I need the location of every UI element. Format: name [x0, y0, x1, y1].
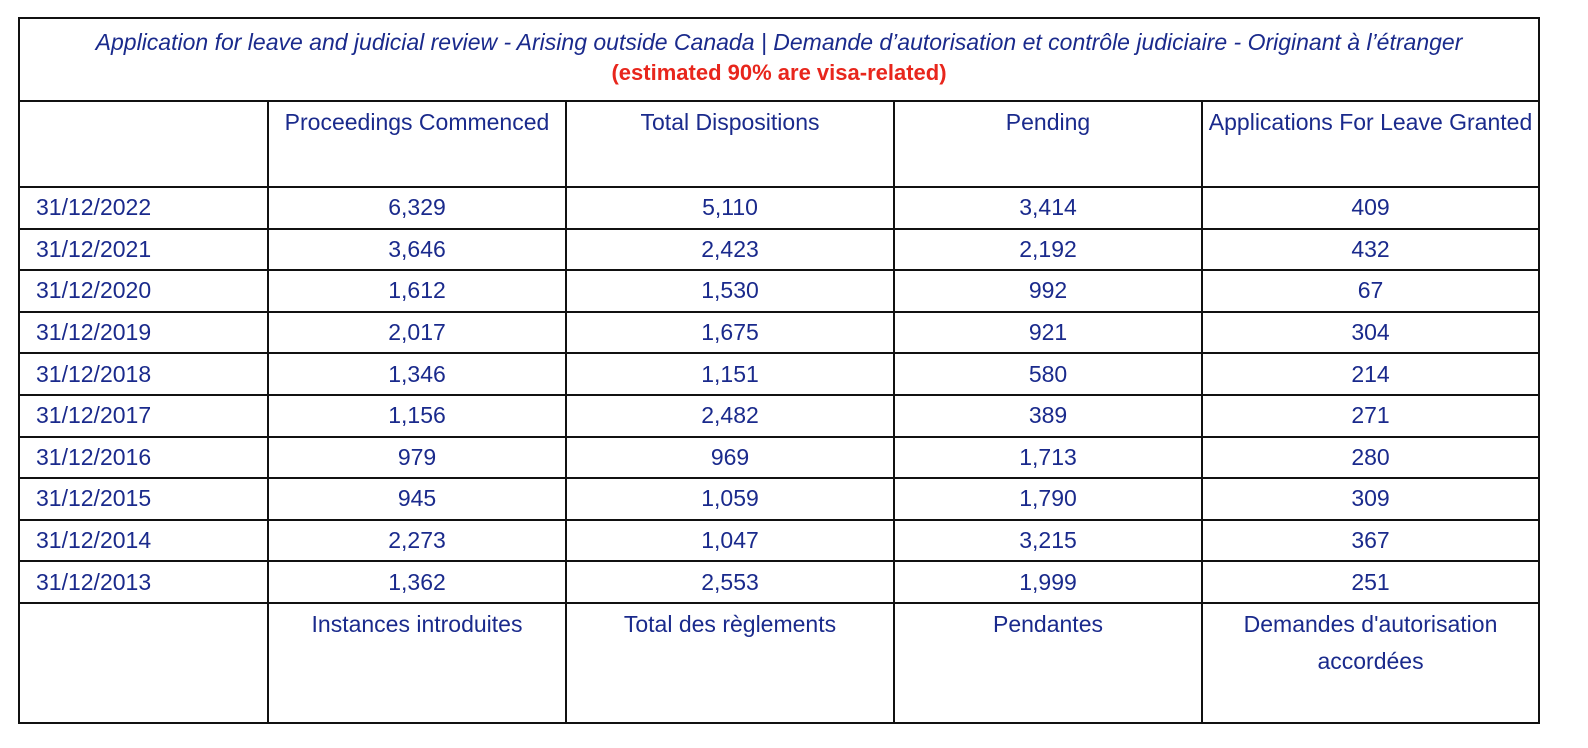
table-row	[19, 561, 1539, 603]
table-row	[19, 478, 1539, 520]
commenced-cell: 1,346	[268, 353, 566, 395]
pending-cell: 3,215	[894, 520, 1202, 562]
header-leave-granted: Applications For Leave Granted	[1202, 101, 1539, 187]
date-cell: 31/12/2013	[19, 561, 268, 603]
date-cell: 31/12/2014	[19, 520, 268, 562]
date-cell: 31/12/2015	[19, 478, 268, 520]
header-fr-pendantes: Pendantes	[894, 603, 1202, 723]
commenced-cell: 3,646	[268, 229, 566, 271]
commenced-cell: 1,156	[268, 395, 566, 437]
header-fr-total-reglements: Total des règlements	[566, 603, 894, 723]
dispositions-cell: 1,059	[566, 478, 894, 520]
dispositions-cell: 1,151	[566, 353, 894, 395]
commenced-cell: 2,017	[268, 312, 566, 354]
dispositions-cell: 2,553	[566, 561, 894, 603]
dispositions-cell: 1,047	[566, 520, 894, 562]
header-fr-empty	[19, 603, 268, 723]
table-row	[19, 312, 1539, 354]
granted-cell: 304	[1202, 312, 1539, 354]
date-cell: 31/12/2017	[19, 395, 268, 437]
granted-cell: 309	[1202, 478, 1539, 520]
pending-cell: 2,192	[894, 229, 1202, 271]
header-fr-instances-introduites: Instances introduites	[268, 603, 566, 723]
dispositions-cell: 1,675	[566, 312, 894, 354]
granted-cell: 409	[1202, 187, 1539, 229]
pending-cell: 3,414	[894, 187, 1202, 229]
date-cell: 31/12/2020	[19, 270, 268, 312]
title-row	[19, 18, 1539, 101]
commenced-cell: 945	[268, 478, 566, 520]
table-row	[19, 270, 1539, 312]
pending-cell: 389	[894, 395, 1202, 437]
table-row	[19, 520, 1539, 562]
table-row	[19, 395, 1539, 437]
commenced-cell: 1,362	[268, 561, 566, 603]
pending-cell: 1,713	[894, 437, 1202, 479]
dispositions-cell: 2,423	[566, 229, 894, 271]
statistics-table	[18, 17, 1540, 724]
header-row-english	[19, 101, 1539, 187]
commenced-cell: 6,329	[268, 187, 566, 229]
table-title: Application for leave and judicial review - Arising outside Canada | Demande d’autorisation et contrôle judiciaire - Originant à l’étranger	[95, 29, 1463, 55]
table-row	[19, 187, 1539, 229]
date-cell: 31/12/2022	[19, 187, 268, 229]
header-total-dispositions: Total Dispositions	[566, 101, 894, 187]
header-fr-demandes-accordees: Demandes d'autorisation accordées	[1202, 603, 1539, 723]
dispositions-cell: 2,482	[566, 395, 894, 437]
date-cell: 31/12/2016	[19, 437, 268, 479]
granted-cell: 280	[1202, 437, 1539, 479]
table-row	[19, 229, 1539, 271]
date-cell: 31/12/2019	[19, 312, 268, 354]
pending-cell: 1,790	[894, 478, 1202, 520]
granted-cell: 67	[1202, 270, 1539, 312]
commenced-cell: 1,612	[268, 270, 566, 312]
data-rows	[19, 187, 1539, 603]
header-pending: Pending	[894, 101, 1202, 187]
pending-cell: 992	[894, 270, 1202, 312]
header-row-french	[19, 603, 1539, 723]
granted-cell: 432	[1202, 229, 1539, 271]
granted-cell: 271	[1202, 395, 1539, 437]
pending-cell: 921	[894, 312, 1202, 354]
pending-cell: 1,999	[894, 561, 1202, 603]
table-row	[19, 353, 1539, 395]
header-date-empty	[19, 101, 268, 187]
dispositions-cell: 5,110	[566, 187, 894, 229]
pending-cell: 580	[894, 353, 1202, 395]
visa-related-note: (estimated 90% are visa-related)	[611, 60, 947, 85]
table-title-cell	[19, 18, 1539, 101]
dispositions-cell: 969	[566, 437, 894, 479]
date-cell: 31/12/2018	[19, 353, 268, 395]
commenced-cell: 979	[268, 437, 566, 479]
dispositions-cell: 1,530	[566, 270, 894, 312]
granted-cell: 367	[1202, 520, 1539, 562]
commenced-cell: 2,273	[268, 520, 566, 562]
granted-cell: 214	[1202, 353, 1539, 395]
table-row	[19, 437, 1539, 479]
granted-cell: 251	[1202, 561, 1539, 603]
header-proceedings-commenced: Proceedings Commenced	[268, 101, 566, 187]
date-cell: 31/12/2021	[19, 229, 268, 271]
